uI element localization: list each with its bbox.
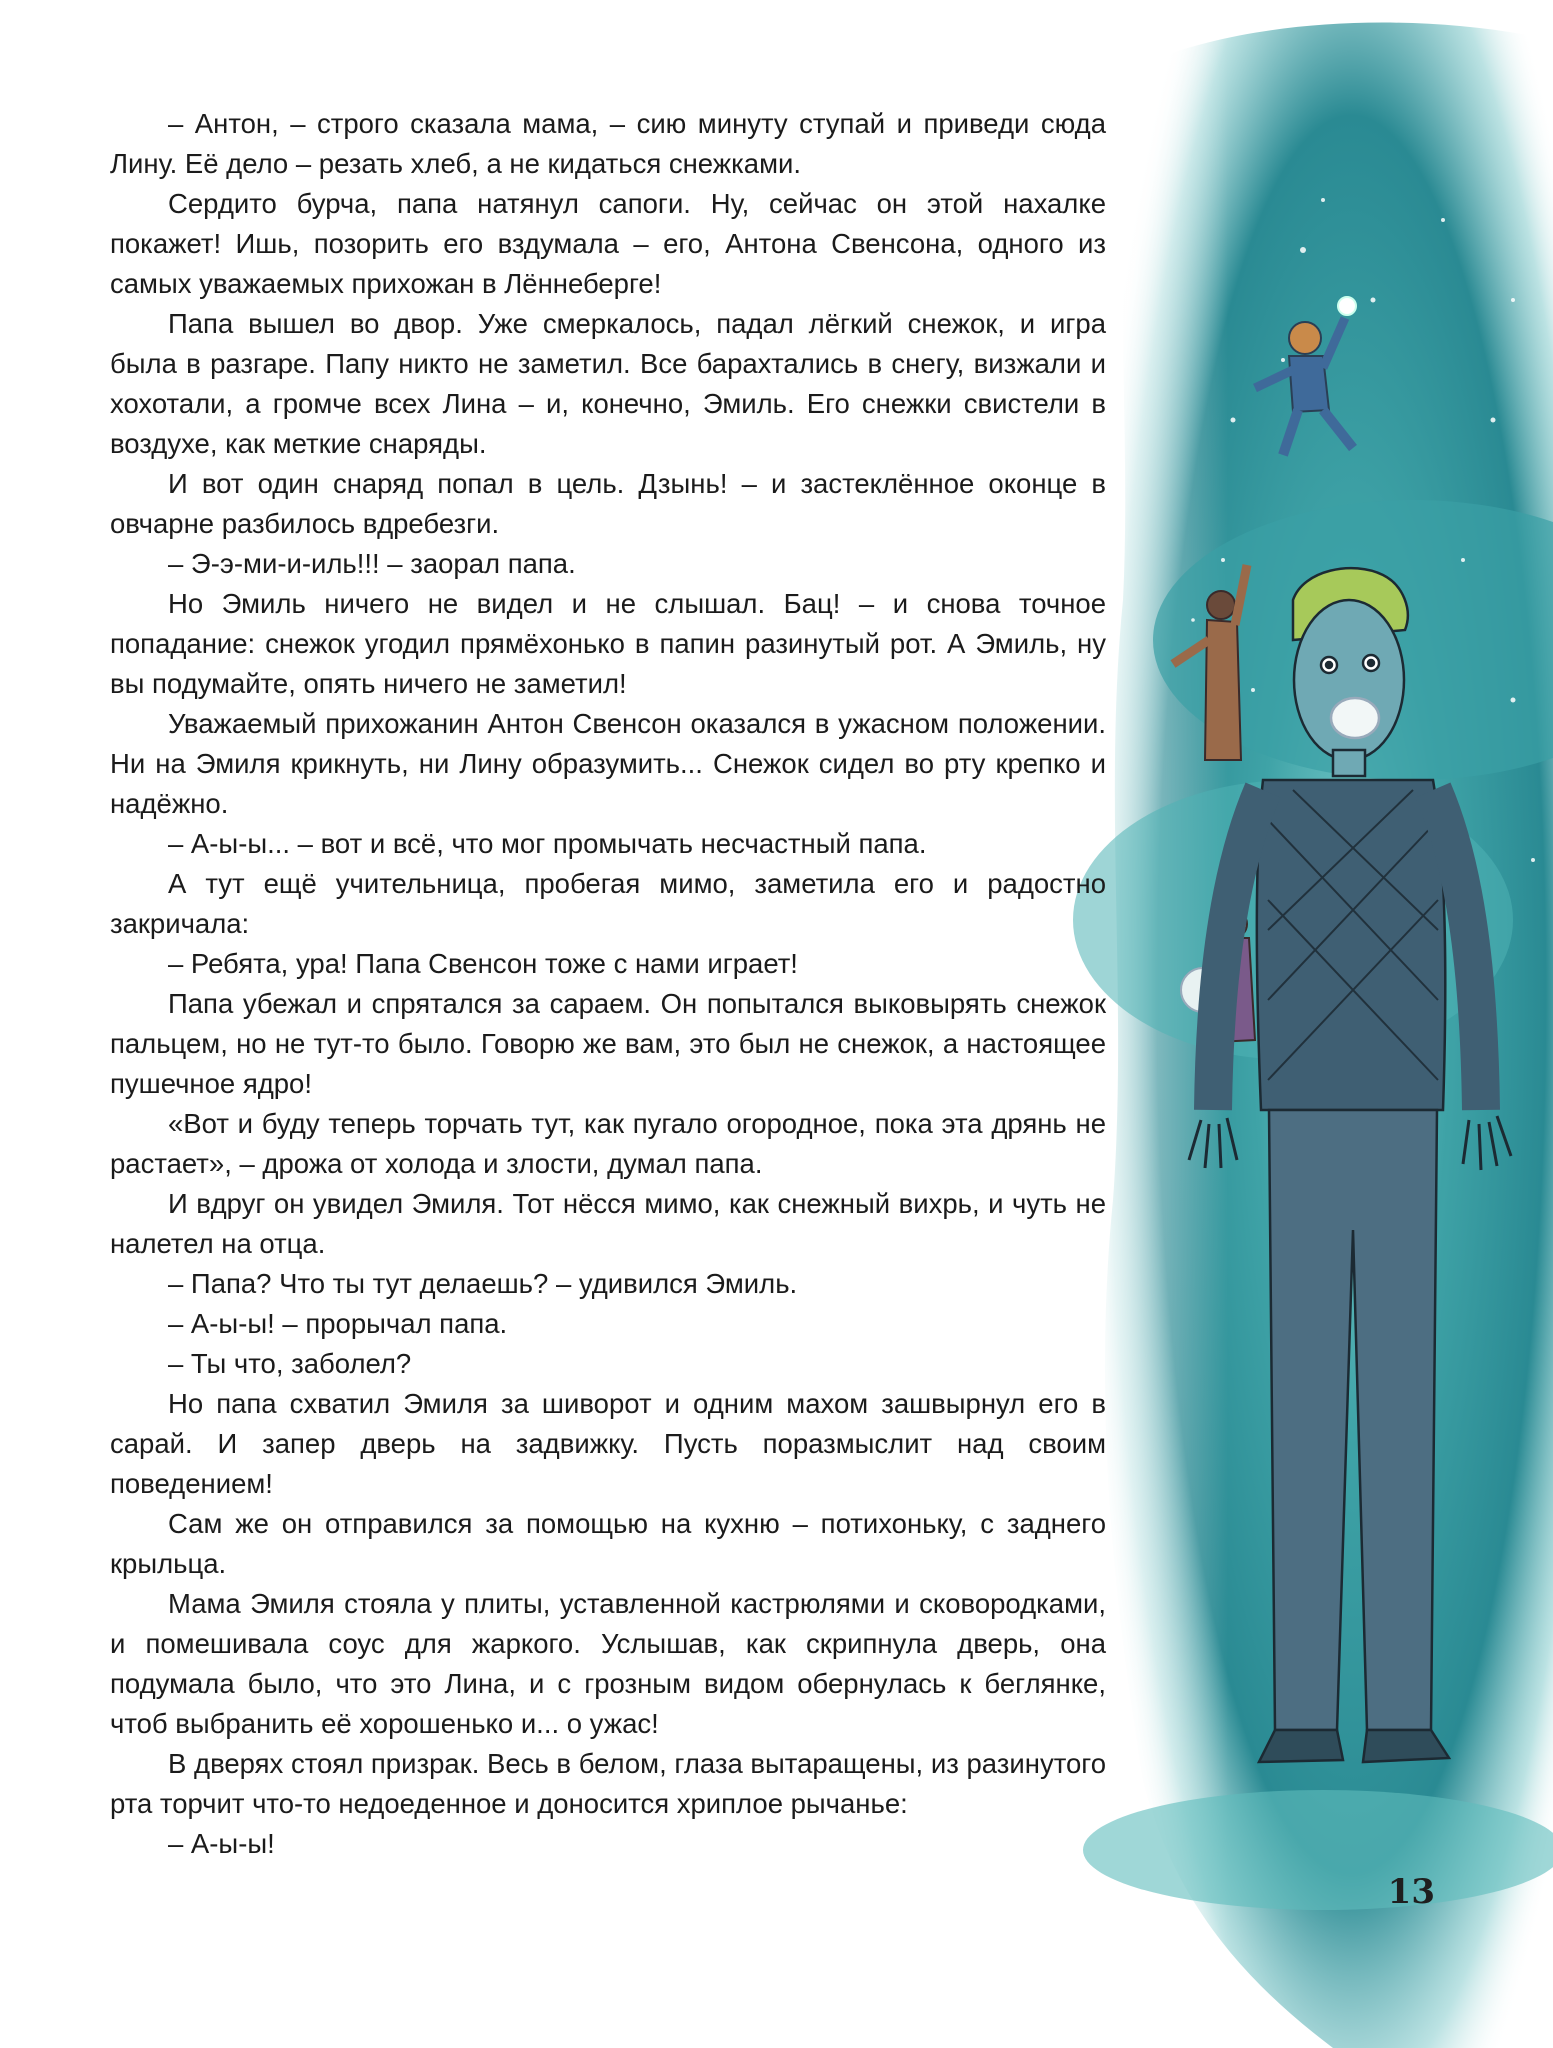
paragraph: – Ты что, заболел? <box>168 1348 412 1379</box>
paragraph: В дверях стоял призрак. Весь в белом, глаза вытаращены, из разинутого рта торчит что-то недоеденное и доносится хриплое рычанье: <box>110 1748 1106 1819</box>
hill-bottom <box>1083 1790 1553 1910</box>
paragraph: – А-ы-ы! <box>168 1828 275 1859</box>
paragraph: Но Эмиль ничего не видел и не слышал. Бац! – и снова точное попадание: снежок угодил прямёхонько в папин разинутый рот. А Эмиль, ну вы подумайте, опять ничего не заметил! <box>110 588 1106 699</box>
paragraph: Сердито бурча, папа натянул сапоги. Ну, сейчас он этой нахалке покажет! Ишь, позорить его вздумала – его, Антона Свенсона, одного из самых уважаемых прихожан в Лённеберге! <box>110 188 1106 299</box>
paragraph: И вдруг он увидел Эмиля. Тот нёсся мимо, как снежный вихрь, и чуть не налетел на отца. <box>110 1188 1106 1259</box>
paragraph: А тут ещё учительница, пробегая мимо, заметила его и радостно закричала: <box>110 868 1106 939</box>
paragraph: «Вот и буду теперь торчать тут, как пугало огородное, пока эта дрянь не растает», – дрожа от холода и злости, думал папа. <box>110 1108 1106 1179</box>
paragraph: – А-ы-ы! – прорычал папа. <box>168 1308 508 1339</box>
paragraph: – Ребята, ура! Папа Свенсон тоже с нами играет! <box>168 948 798 979</box>
paragraph: Мама Эмиля стояла у плиты, уставленной кастрюлями и сковородками, и помешивала соус для жаркого. Услышав, как скрипнула дверь, она подумала было, что это Лина, и с грозным видом обернулась к беглянке, чтоб выбранить её хорошенько и... о ужас! <box>110 1588 1106 1739</box>
paragraph: Папа вышел во двор. Уже смеркалось, падал лёгкий снежок, и игра была в разгаре. Папу никто не заметил. Все барахтались в снегу, визжали и хохотали, а громче всех Лина – и, конечно, Эмиль. Его снежки свистели в воздухе, как меткие снаряды. <box>110 308 1106 459</box>
story-text <box>110 104 1106 1864</box>
paragraph: Уважаемый прихожанин Антон Свенсон оказался в ужасном положении. Ни на Эмиля крикнуть, ни Лину образумить... Снежок сидел во рту крепко и надёжно. <box>110 708 1106 819</box>
paragraph: Но папа схватил Эмиля за шиворот и одним махом зашвырнул его в сарай. И запер дверь на задвижку. Пусть поразмыслит над своим поведением! <box>110 1388 1106 1499</box>
paragraph: И вот один снаряд попал в цель. Дзынь! – и застеклённое оконце в овчарне разбилось вдребезги. <box>110 468 1106 539</box>
paragraph: – А-ы-ы... – вот и всё, что мог промычать несчастный папа. <box>168 828 927 859</box>
page-number: 13 <box>1387 1872 1435 1912</box>
paragraph: – Антон, – строго сказала мама, – сию минуту ступай и приведи сюда Лину. Её дело – резать хлеб, а не кидаться снежками. <box>110 108 1106 179</box>
paragraph: Папа убежал и спрятался за сараем. Он попытался выковырять снежок пальцем, но не тут-то было. Говорю же вам, это был не снежок, а настоящее пушечное ядро! <box>110 988 1106 1099</box>
paragraph: – Э-э-ми-и-иль!!! – заорал папа. <box>168 548 576 579</box>
paragraph: Сам же он отправился за помощью на кухню – потихоньку, с заднего крыльца. <box>110 1508 1106 1579</box>
paragraph: – Папа? Что ты тут делаешь? – удивился Эмиль. <box>168 1268 798 1299</box>
